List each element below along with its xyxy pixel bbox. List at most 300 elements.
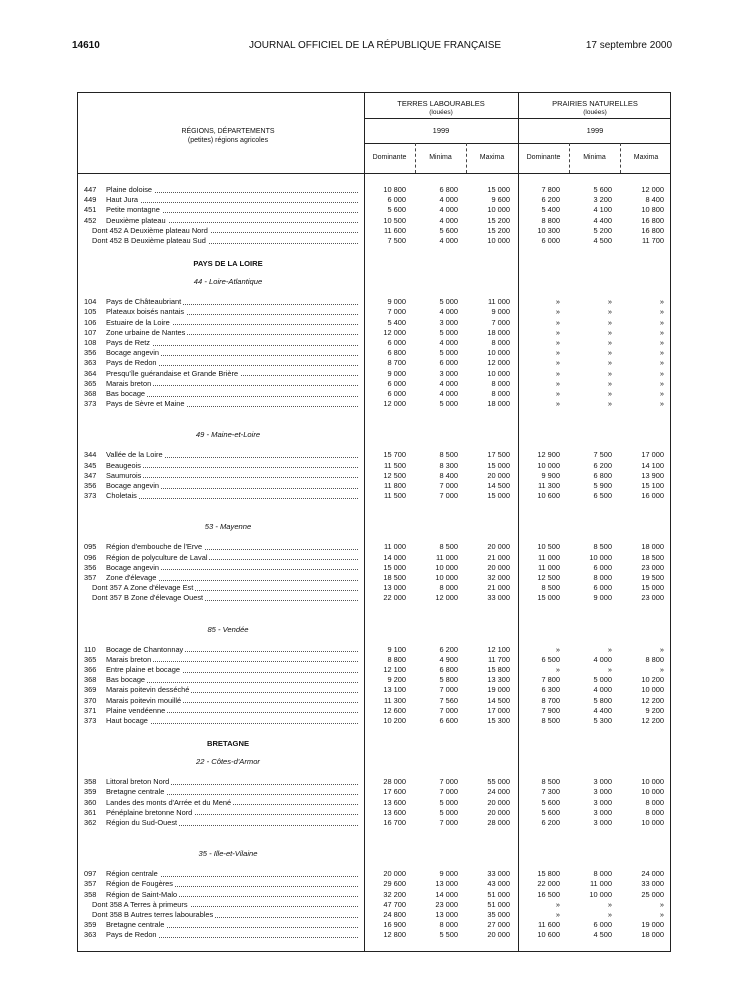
tl-dominante-cell: 47 700 xyxy=(383,899,406,909)
tl-maxima-cell: 14 500 xyxy=(487,695,510,705)
group1-subtitle: (louées) xyxy=(429,109,453,116)
region-label-leader xyxy=(106,929,358,940)
tl-maxima-cell: 15 000 xyxy=(487,460,510,470)
tl-maxima-cell: 10 000 xyxy=(487,205,510,215)
tl-maxima-cell: 9 000 xyxy=(491,307,510,317)
pn-dominante-cell: 5 600 xyxy=(541,807,560,817)
pn-maxima-cell: » xyxy=(659,665,664,674)
pn-maxima-cell: 10 000 xyxy=(641,818,664,827)
region-label: Bas bocage xyxy=(106,389,146,398)
region-code: 451 xyxy=(84,205,97,215)
tl-minima-cell: 6 200 xyxy=(439,644,458,654)
pn-minima-cell: 11 000 xyxy=(589,879,612,889)
pn-maxima-cell: 10 200 xyxy=(641,675,664,685)
tl-dominante-cell: 8 800 xyxy=(387,654,406,664)
pn-minima-cell: » xyxy=(607,910,612,919)
pn-maxima-cell: » xyxy=(659,399,664,409)
pn-minima-cell: 5 600 xyxy=(593,185,612,194)
subheader-maxima: Maxima xyxy=(479,154,505,161)
pn-dominante-cell: » xyxy=(555,910,560,919)
tl-dominante-cell: 9 100 xyxy=(387,644,406,654)
pn-minima-cell: 6 500 xyxy=(593,491,612,501)
region-code: 368 xyxy=(84,389,97,398)
subheader-dominante: Dominante xyxy=(372,154,407,161)
pn-maxima-cell: 23 000 xyxy=(641,593,664,603)
year-header: 1999 xyxy=(432,126,450,135)
region-code: 373 xyxy=(84,716,97,725)
pn-dominante-cell: 6 200 xyxy=(541,195,560,205)
pn-dominante-cell: » xyxy=(555,297,560,307)
tl-minima-cell: 7 000 xyxy=(439,787,458,797)
region-label: Plateaux boisés nantais xyxy=(106,307,185,317)
pn-dominante-cell: 10 500 xyxy=(537,542,560,552)
tl-dominante-cell: 11 300 xyxy=(383,695,406,705)
pn-dominante-cell: 22 000 xyxy=(537,879,560,889)
tl-minima-cell: 8 400 xyxy=(439,470,458,480)
region-code: 356 xyxy=(84,348,97,358)
region-label: Plaine vendéenne xyxy=(106,705,166,715)
pn-dominante-cell: 7 800 xyxy=(541,185,560,194)
pn-minima-cell: 3 000 xyxy=(593,787,612,797)
pn-minima-cell: 4 500 xyxy=(593,236,612,245)
pn-maxima-cell: 19 000 xyxy=(641,920,664,930)
tl-minima-cell: 8 000 xyxy=(439,920,458,930)
pn-minima-cell: 5 000 xyxy=(593,675,612,685)
region-label: Deuxième plateau xyxy=(106,215,166,225)
pn-minima-cell: 3 000 xyxy=(593,818,612,827)
tl-minima-cell: 5 500 xyxy=(439,930,458,940)
pn-minima-cell: 6 800 xyxy=(593,470,612,480)
pn-dominante-cell: » xyxy=(555,368,560,378)
tl-minima-cell: 10 000 xyxy=(435,562,458,572)
pn-minima-cell: » xyxy=(607,899,612,909)
region-label: Marais breton xyxy=(106,654,152,664)
tl-maxima-cell: 9 600 xyxy=(491,195,510,205)
pn-minima-cell: 5 300 xyxy=(593,716,612,725)
region-code: 106 xyxy=(84,317,97,327)
pn-dominante-cell: 7 300 xyxy=(541,787,560,797)
tl-maxima-cell: 7 000 xyxy=(491,317,510,327)
region-code: 360 xyxy=(84,797,97,807)
subheader-maxima: Maxima xyxy=(633,154,659,161)
region-code: 356 xyxy=(84,562,97,572)
pn-minima-cell: 10 000 xyxy=(589,552,612,562)
tl-maxima-cell: 13 300 xyxy=(487,675,510,685)
region-label: Vallée de la Loire xyxy=(106,450,163,460)
pn-minima-cell: 5 900 xyxy=(593,481,612,490)
pn-dominante-cell: » xyxy=(555,899,560,909)
pn-dominante-cell: 11 000 xyxy=(537,552,560,562)
tl-dominante-cell: 10 200 xyxy=(383,716,406,725)
region-code: 359 xyxy=(84,787,97,797)
tl-maxima-cell: 19 000 xyxy=(487,685,510,695)
pn-maxima-cell: » xyxy=(659,644,664,654)
tl-minima-cell: 7 000 xyxy=(439,777,458,787)
tl-dominante-cell: 22 000 xyxy=(383,593,406,603)
pn-dominante-cell: 11 600 xyxy=(537,920,560,930)
region-label: Région centrale xyxy=(106,869,158,879)
pn-dominante-cell: » xyxy=(555,307,560,317)
tl-dominante-cell: 12 600 xyxy=(383,705,406,715)
pn-dominante-cell: 7 800 xyxy=(541,675,560,685)
tl-minima-cell: 4 000 xyxy=(439,215,458,225)
table-row xyxy=(78,715,672,726)
tl-dominante-cell: 6 000 xyxy=(387,195,406,205)
pn-dominante-cell: 8 800 xyxy=(541,215,560,225)
region-label: Dont 357 B Zone d'élevage Ouest xyxy=(92,593,204,603)
pn-maxima-cell: 10 000 xyxy=(641,685,664,695)
pn-dominante-cell: 8 500 xyxy=(541,716,560,725)
pn-maxima-cell: 10 000 xyxy=(641,787,664,797)
pn-minima-cell: » xyxy=(607,389,612,398)
tl-dominante-cell: 6 800 xyxy=(387,348,406,358)
region-code: 449 xyxy=(84,195,97,205)
region-heading: PAYS DE LA LOIRE xyxy=(193,259,263,269)
tl-minima-cell: 6 800 xyxy=(439,185,458,194)
page-number: 14610 xyxy=(72,40,100,51)
department-heading: 35 - Ille-et-Vilaine xyxy=(198,849,258,859)
pn-dominante-cell: 9 900 xyxy=(541,470,560,480)
region-code: 365 xyxy=(84,654,97,664)
pn-minima-cell: » xyxy=(607,297,612,307)
pn-dominante-cell: 12 900 xyxy=(537,450,560,460)
tl-minima-cell: 4 000 xyxy=(439,205,458,215)
region-code: 452 xyxy=(84,215,97,225)
tl-maxima-cell: 27 000 xyxy=(487,920,510,930)
pn-dominante-cell: 8 500 xyxy=(541,583,560,593)
tl-dominante-cell: 6 000 xyxy=(387,389,406,398)
tl-maxima-cell: 17 000 xyxy=(487,705,510,715)
tl-maxima-cell: 21 000 xyxy=(487,583,510,593)
tl-minima-cell: 7 000 xyxy=(439,818,458,827)
tl-dominante-cell: 5 600 xyxy=(387,205,406,215)
pn-dominante-cell: 7 900 xyxy=(541,705,560,715)
pn-dominante-cell: » xyxy=(555,389,560,398)
pn-minima-cell: » xyxy=(607,399,612,409)
region-code: 358 xyxy=(84,889,97,899)
pn-dominante-cell: » xyxy=(555,348,560,358)
tl-minima-cell: 4 000 xyxy=(439,338,458,347)
pn-minima-cell: 4 000 xyxy=(593,685,612,695)
pn-minima-cell: » xyxy=(607,338,612,347)
pn-minima-cell: 6 000 xyxy=(593,920,612,930)
pn-maxima-cell: 16 800 xyxy=(641,225,664,235)
tl-dominante-cell: 11 800 xyxy=(383,481,406,490)
pn-maxima-cell: 18 000 xyxy=(641,930,664,940)
pn-maxima-cell: » xyxy=(659,378,664,388)
region-label: Entre plaine et bocage xyxy=(106,665,180,674)
tl-maxima-cell: 11 000 xyxy=(487,297,510,307)
department-heading: 44 - Loire-Atlantique xyxy=(193,277,263,287)
tl-dominante-cell: 20 000 xyxy=(383,869,406,879)
pn-maxima-cell: 18 000 xyxy=(641,542,664,552)
tl-maxima-cell: 10 000 xyxy=(487,348,510,358)
tl-minima-cell: 5 800 xyxy=(439,675,458,685)
pn-maxima-cell: » xyxy=(659,389,664,398)
region-label: Beaugeois xyxy=(106,460,141,470)
pn-minima-cell: » xyxy=(607,327,612,337)
pn-minima-cell: » xyxy=(607,307,612,317)
region-code: 373 xyxy=(84,399,97,409)
tl-maxima-cell: 32 000 xyxy=(487,573,510,582)
pn-minima-cell: » xyxy=(607,368,612,378)
tl-minima-cell: 4 000 xyxy=(439,307,458,317)
tl-minima-cell: 3 000 xyxy=(439,368,458,378)
region-label: Bocage angevin xyxy=(106,481,160,490)
subheader-minima: Minima xyxy=(583,154,606,161)
region-label: Littoral breton Nord xyxy=(106,777,170,787)
pn-dominante-cell: 6 200 xyxy=(541,818,560,827)
tl-minima-cell: 5 000 xyxy=(439,399,458,409)
tl-dominante-cell: 11 500 xyxy=(383,491,406,501)
pn-maxima-cell: 15 100 xyxy=(641,481,664,490)
region-label: Dont 358 A Terres à primeurs xyxy=(92,899,188,909)
pn-minima-cell: 3 000 xyxy=(593,807,612,817)
tl-maxima-cell: 15 800 xyxy=(487,665,510,674)
region-label-leader xyxy=(106,398,358,409)
tl-dominante-cell: 9 000 xyxy=(387,297,406,307)
tl-minima-cell: 9 000 xyxy=(439,869,458,879)
region-code: 371 xyxy=(84,705,97,715)
tl-dominante-cell: 12 000 xyxy=(383,399,406,409)
region-heading: BRETAGNE xyxy=(206,739,250,749)
tl-maxima-cell: 8 000 xyxy=(491,389,510,398)
tl-dominante-cell: 8 700 xyxy=(387,358,406,368)
department-heading: 22 - Côtes-d'Armor xyxy=(196,757,260,767)
tl-minima-cell: 8 000 xyxy=(439,583,458,593)
region-label-leader xyxy=(106,817,358,828)
tl-minima-cell: 3 000 xyxy=(439,317,458,327)
tl-dominante-cell: 10 500 xyxy=(383,215,406,225)
region-code: 347 xyxy=(84,470,97,480)
tl-dominante-cell: 11 600 xyxy=(383,225,406,235)
region-label-leader xyxy=(106,715,358,726)
region-label: Région du Sud-Ouest xyxy=(106,818,178,827)
region-code: 097 xyxy=(84,869,97,879)
region-label: Bretagne centrale xyxy=(106,920,165,930)
tl-maxima-cell: 8 000 xyxy=(491,338,510,347)
tl-minima-cell: 7 000 xyxy=(439,685,458,695)
rent-table xyxy=(77,92,671,952)
region-label: Pays de Sèvre et Maine xyxy=(106,399,185,409)
pn-maxima-cell: 10 000 xyxy=(641,777,664,787)
tl-maxima-cell: 17 500 xyxy=(487,450,510,460)
region-label: Bocage angevin xyxy=(106,562,160,572)
region-code: 344 xyxy=(84,450,97,460)
pn-minima-cell: 6 000 xyxy=(593,562,612,572)
region-code: 105 xyxy=(84,307,97,317)
region-label: Dont 358 B Autres terres labourables xyxy=(92,910,214,919)
tl-maxima-cell: 15 000 xyxy=(487,491,510,501)
pn-minima-cell: 8 500 xyxy=(593,542,612,552)
group2-title: PRAIRIES NATURELLES xyxy=(552,99,638,108)
tl-dominante-cell: 13 000 xyxy=(383,583,406,593)
tl-maxima-cell: 33 000 xyxy=(487,869,510,879)
region-label: Presqu'île guérandaise et Grande Brière xyxy=(106,368,239,378)
tl-minima-cell: 4 000 xyxy=(439,236,458,245)
tl-maxima-cell: 20 000 xyxy=(487,542,510,552)
pn-maxima-cell: 23 000 xyxy=(641,562,664,572)
pn-maxima-cell: » xyxy=(659,297,664,307)
pn-maxima-cell: 24 000 xyxy=(641,869,664,879)
tl-dominante-cell: 14 000 xyxy=(383,552,406,562)
region-code: 368 xyxy=(84,675,97,685)
pn-dominante-cell: 6 000 xyxy=(541,236,560,245)
region-label: Marais breton xyxy=(106,378,152,388)
tl-minima-cell: 8 500 xyxy=(439,450,458,460)
pn-minima-cell: » xyxy=(607,317,612,327)
pn-maxima-cell: 16 000 xyxy=(641,491,664,501)
region-code: 363 xyxy=(84,358,97,368)
tl-maxima-cell: 43 000 xyxy=(487,879,510,889)
region-label: Pays de Redon xyxy=(106,930,157,940)
pn-minima-cell: 4 500 xyxy=(593,930,612,940)
region-label: Petite montagne xyxy=(106,205,160,215)
tl-dominante-cell: 11 000 xyxy=(383,542,406,552)
tl-dominante-cell: 9 000 xyxy=(387,368,406,378)
tl-minima-cell: 7 000 xyxy=(439,491,458,501)
pn-maxima-cell: 12 200 xyxy=(641,695,664,705)
pn-dominante-cell: 5 600 xyxy=(541,797,560,807)
pn-maxima-cell: » xyxy=(659,307,664,317)
pn-maxima-cell: » xyxy=(659,910,664,919)
region-code: 104 xyxy=(84,297,97,307)
region-label: Pays de Retz xyxy=(106,338,150,347)
group1-title: TERRES LABOURABLES xyxy=(397,99,485,108)
tl-minima-cell: 5 000 xyxy=(439,348,458,358)
pn-dominante-cell: 6 500 xyxy=(541,654,560,664)
tl-minima-cell: 8 500 xyxy=(439,542,458,552)
pn-dominante-cell: 10 300 xyxy=(537,225,560,235)
tl-minima-cell: 5 000 xyxy=(439,797,458,807)
tl-maxima-cell: 12 100 xyxy=(487,644,510,654)
table-row xyxy=(78,929,672,940)
pn-dominante-cell: 10 000 xyxy=(537,460,560,470)
pn-dominante-cell: 5 400 xyxy=(541,205,560,215)
region-label: Région de Fougères xyxy=(106,879,173,889)
pn-dominante-cell: 10 600 xyxy=(537,491,560,501)
region-code: 366 xyxy=(84,665,97,674)
tl-dominante-cell: 9 200 xyxy=(387,675,406,685)
region-label: Région de polyculture de Laval xyxy=(106,552,208,562)
pn-dominante-cell: 8 700 xyxy=(541,695,560,705)
region-label: Marais poitevin mouillé xyxy=(106,695,182,705)
tl-dominante-cell: 13 100 xyxy=(383,685,406,695)
region-code: 107 xyxy=(84,327,97,337)
pn-dominante-cell: 10 600 xyxy=(537,930,560,940)
region-label-leader xyxy=(92,592,358,603)
tl-minima-cell: 4 900 xyxy=(439,654,458,664)
tl-maxima-cell: 11 700 xyxy=(487,654,510,664)
tl-minima-cell: 23 000 xyxy=(435,899,458,909)
pn-dominante-cell: 11 300 xyxy=(537,481,560,490)
region-code: 096 xyxy=(84,552,97,562)
tl-dominante-cell: 17 600 xyxy=(383,787,406,797)
tl-dominante-cell: 15 000 xyxy=(383,562,406,572)
pn-minima-cell: » xyxy=(607,665,612,674)
pn-dominante-cell: 11 000 xyxy=(537,562,560,572)
tl-dominante-cell: 6 000 xyxy=(387,378,406,388)
tl-maxima-cell: 14 500 xyxy=(487,481,510,490)
tl-minima-cell: 10 000 xyxy=(435,573,458,582)
table-row xyxy=(78,817,672,828)
tl-minima-cell: 8 300 xyxy=(439,460,458,470)
region-code: 358 xyxy=(84,777,97,787)
region-label: Zone urbaine de Nantes xyxy=(106,327,186,337)
pn-maxima-cell: 33 000 xyxy=(641,879,664,889)
pn-minima-cell: 3 000 xyxy=(593,797,612,807)
region-label-leader xyxy=(106,490,358,501)
region-code: 364 xyxy=(84,368,97,378)
region-label: Bocage angevin xyxy=(106,348,160,358)
tl-minima-cell: 5 000 xyxy=(439,327,458,337)
pn-minima-cell: 10 000 xyxy=(589,889,612,899)
pn-maxima-cell: » xyxy=(659,348,664,358)
region-label: Haut bocage xyxy=(106,716,148,725)
tl-minima-cell: 4 000 xyxy=(439,195,458,205)
region-label: Région de Saint-Malo xyxy=(106,889,178,899)
pn-dominante-cell: » xyxy=(555,338,560,347)
pn-maxima-cell: 8 000 xyxy=(645,797,664,807)
subheader-minima: Minima xyxy=(429,154,452,161)
tl-maxima-cell: 10 000 xyxy=(487,368,510,378)
region-code: 356 xyxy=(84,481,97,490)
pn-maxima-cell: 16 800 xyxy=(641,215,664,225)
pn-maxima-cell: 19 500 xyxy=(641,573,664,582)
tl-maxima-cell: 51 000 xyxy=(487,899,510,909)
pn-dominante-cell: 8 500 xyxy=(541,777,560,787)
tl-dominante-cell: 12 500 xyxy=(383,470,406,480)
pn-dominante-cell: » xyxy=(555,644,560,654)
table-row xyxy=(78,490,672,501)
pn-maxima-cell: 25 000 xyxy=(641,889,664,899)
pn-maxima-cell: 12 200 xyxy=(641,716,664,725)
pn-maxima-cell: » xyxy=(659,327,664,337)
pn-dominante-cell: 12 500 xyxy=(537,573,560,582)
region-header-line1: RÉGIONS, DÉPARTEMENTS xyxy=(181,128,275,135)
region-label: Bocage de Chantonnay xyxy=(106,644,184,654)
tl-maxima-cell: 20 000 xyxy=(487,797,510,807)
tl-maxima-cell: 20 000 xyxy=(487,807,510,817)
tl-dominante-cell: 16 700 xyxy=(383,818,406,827)
tl-minima-cell: 13 000 xyxy=(435,879,458,889)
pn-maxima-cell: 14 100 xyxy=(641,460,664,470)
tl-minima-cell: 12 000 xyxy=(435,593,458,603)
tl-dominante-cell: 32 200 xyxy=(383,889,406,899)
pn-minima-cell: 4 100 xyxy=(593,205,612,215)
region-label: Zone d'élevage xyxy=(106,573,157,582)
pn-dominante-cell: » xyxy=(555,399,560,409)
pn-minima-cell: 8 000 xyxy=(593,869,612,879)
pn-maxima-cell: » xyxy=(659,338,664,347)
table-row xyxy=(78,398,672,409)
region-code: 363 xyxy=(84,930,97,940)
year-header: 1999 xyxy=(586,126,604,135)
tl-maxima-cell: 15 200 xyxy=(487,215,510,225)
pn-dominante-cell: 15 800 xyxy=(537,869,560,879)
tl-dominante-cell: 6 000 xyxy=(387,338,406,347)
region-code: 357 xyxy=(84,573,97,582)
tl-dominante-cell: 5 400 xyxy=(387,317,406,327)
region-code: 108 xyxy=(84,338,97,347)
tl-dominante-cell: 13 600 xyxy=(383,797,406,807)
tl-dominante-cell: 13 600 xyxy=(383,807,406,817)
tl-minima-cell: 7 000 xyxy=(439,481,458,490)
pn-maxima-cell: 12 000 xyxy=(641,185,664,194)
tl-dominante-cell: 28 000 xyxy=(383,777,406,787)
tl-dominante-cell: 16 900 xyxy=(383,920,406,930)
pn-minima-cell: 3 000 xyxy=(593,777,612,787)
